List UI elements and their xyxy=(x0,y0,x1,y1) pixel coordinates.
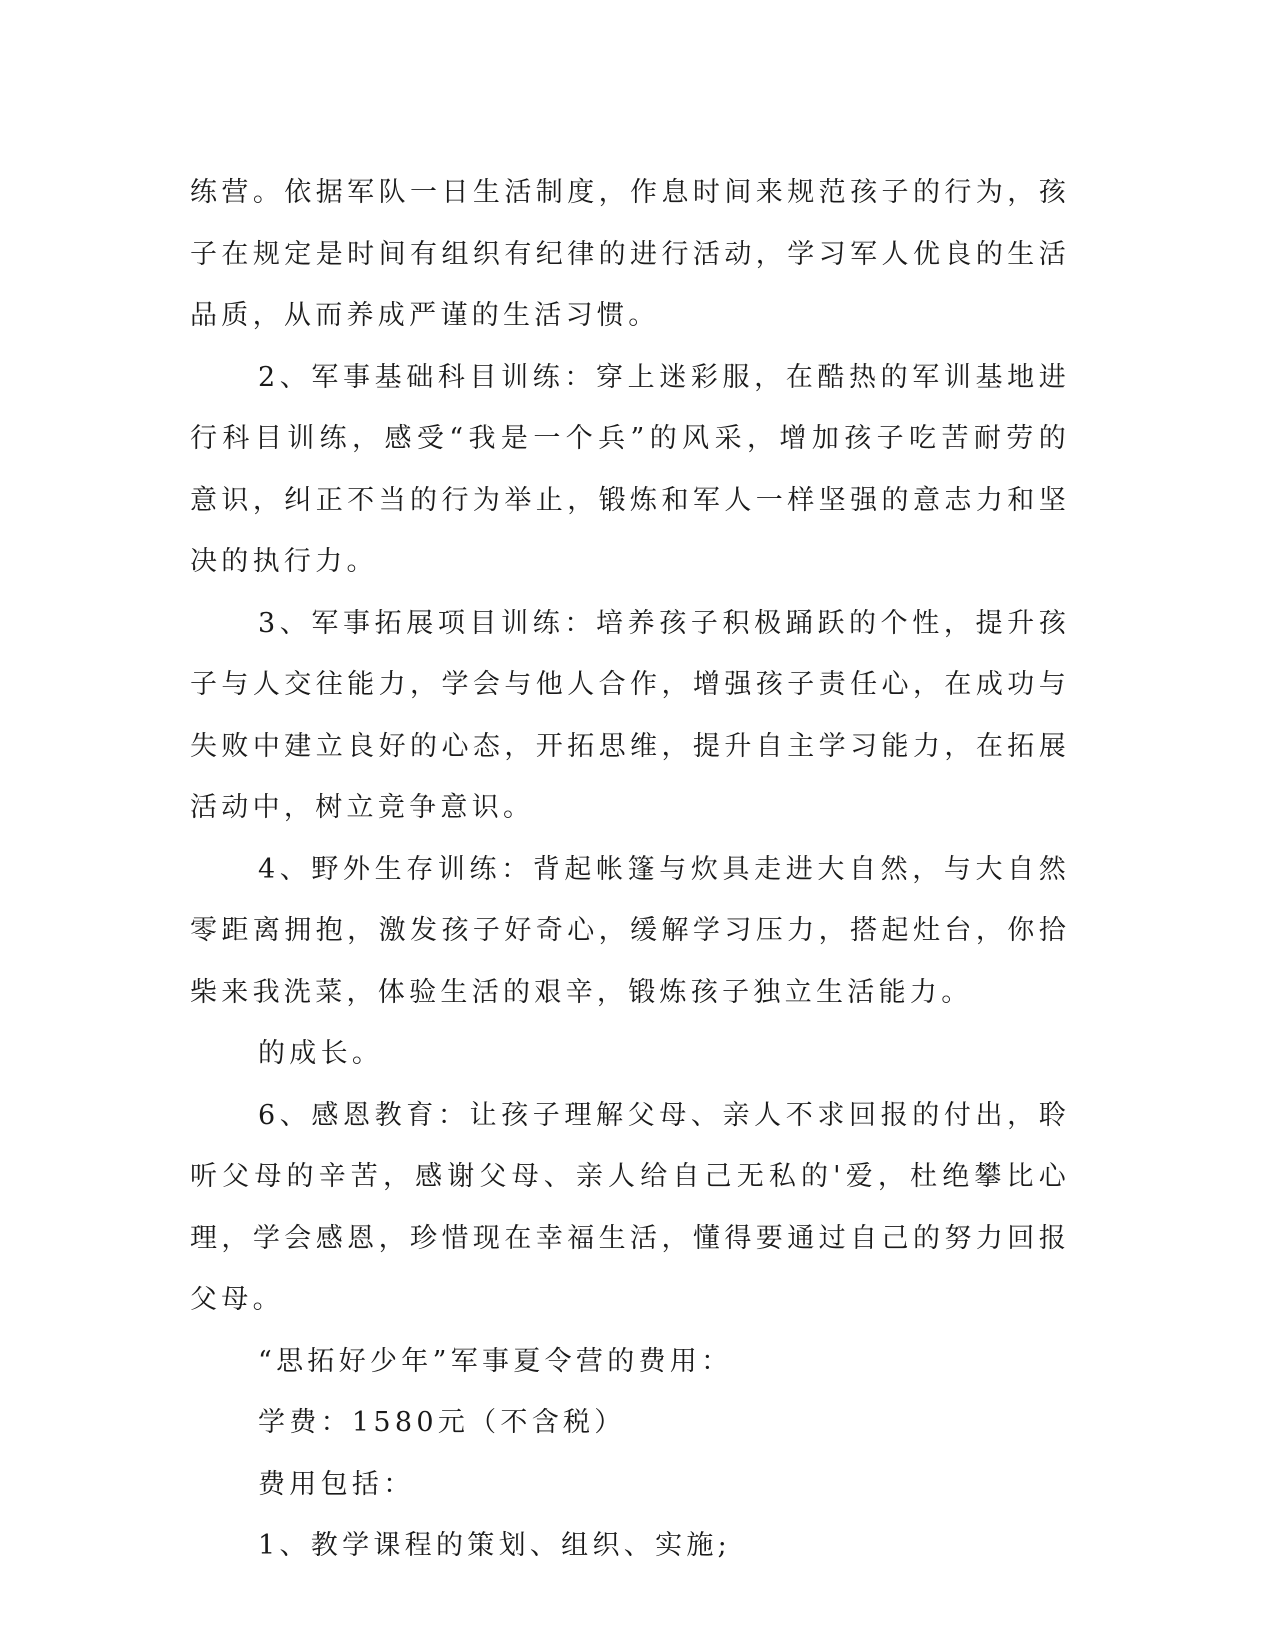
paragraph-basic-training: 2、军事基础科目训练：穿上迷彩服，在酷热的军训基地进行科目训练，感受“我是一个兵”的风采，增加孩子吃苦耐劳的意识，纠正不当的行为举止，锻炼和军人一样坚强的意志力和坚决的执行力。 xyxy=(190,361,1070,577)
paragraph-fee-heading: “思拓好少年”军事夏令营的费用： xyxy=(258,1345,733,1377)
paragraph-wild-survival: 4、野外生存训练：背起帐篷与炊具走进大自然，与大自然零距离拥抱，激发孩子好奇心，缓解学习压力，搭起灶台，你拾柴来我洗菜，体验生活的艰辛，锻炼孩子独立生活能力。 xyxy=(190,853,1070,1008)
paragraph-tuition: 学费：1580元（不含税） xyxy=(258,1407,626,1438)
paragraph-gratitude-education: 6、感恩教育：让孩子理解父母、亲人不求回报的付出，聆听父母的辛苦，感谢父母、亲人给自己无私的'爱，杜绝攀比心理，学会感恩，珍惜现在幸福生活，懂得要通过自己的努力回报父母。 xyxy=(190,1099,1070,1315)
paragraph-fee-includes: 费用包括： xyxy=(258,1468,415,1500)
paragraph-expansion-training: 3、军事拓展项目训练：培养孩子积极踊跃的个性，提升孩子与人交往能力，学会与他人合作，增强孩子责任心，在成功与失败中建立良好的心态，开拓思维，提升自主学习能力，在拓展活动中，树立竞争意识。 xyxy=(190,607,1070,823)
paragraph-fee-item-1: 1、教学课程的策划、组织、实施; xyxy=(258,1530,732,1561)
document-body xyxy=(190,162,1070,1577)
paragraph-growth: 的成长。 xyxy=(258,1038,384,1069)
paragraph-life-routine: 练营。依据军队一日生活制度，作息时间来规范孩子的行为，孩子在规定是时间有组织有纪律的进行活动，学习军人优良的生活品质，从而养成严谨的生活习惯。 xyxy=(190,177,1070,331)
